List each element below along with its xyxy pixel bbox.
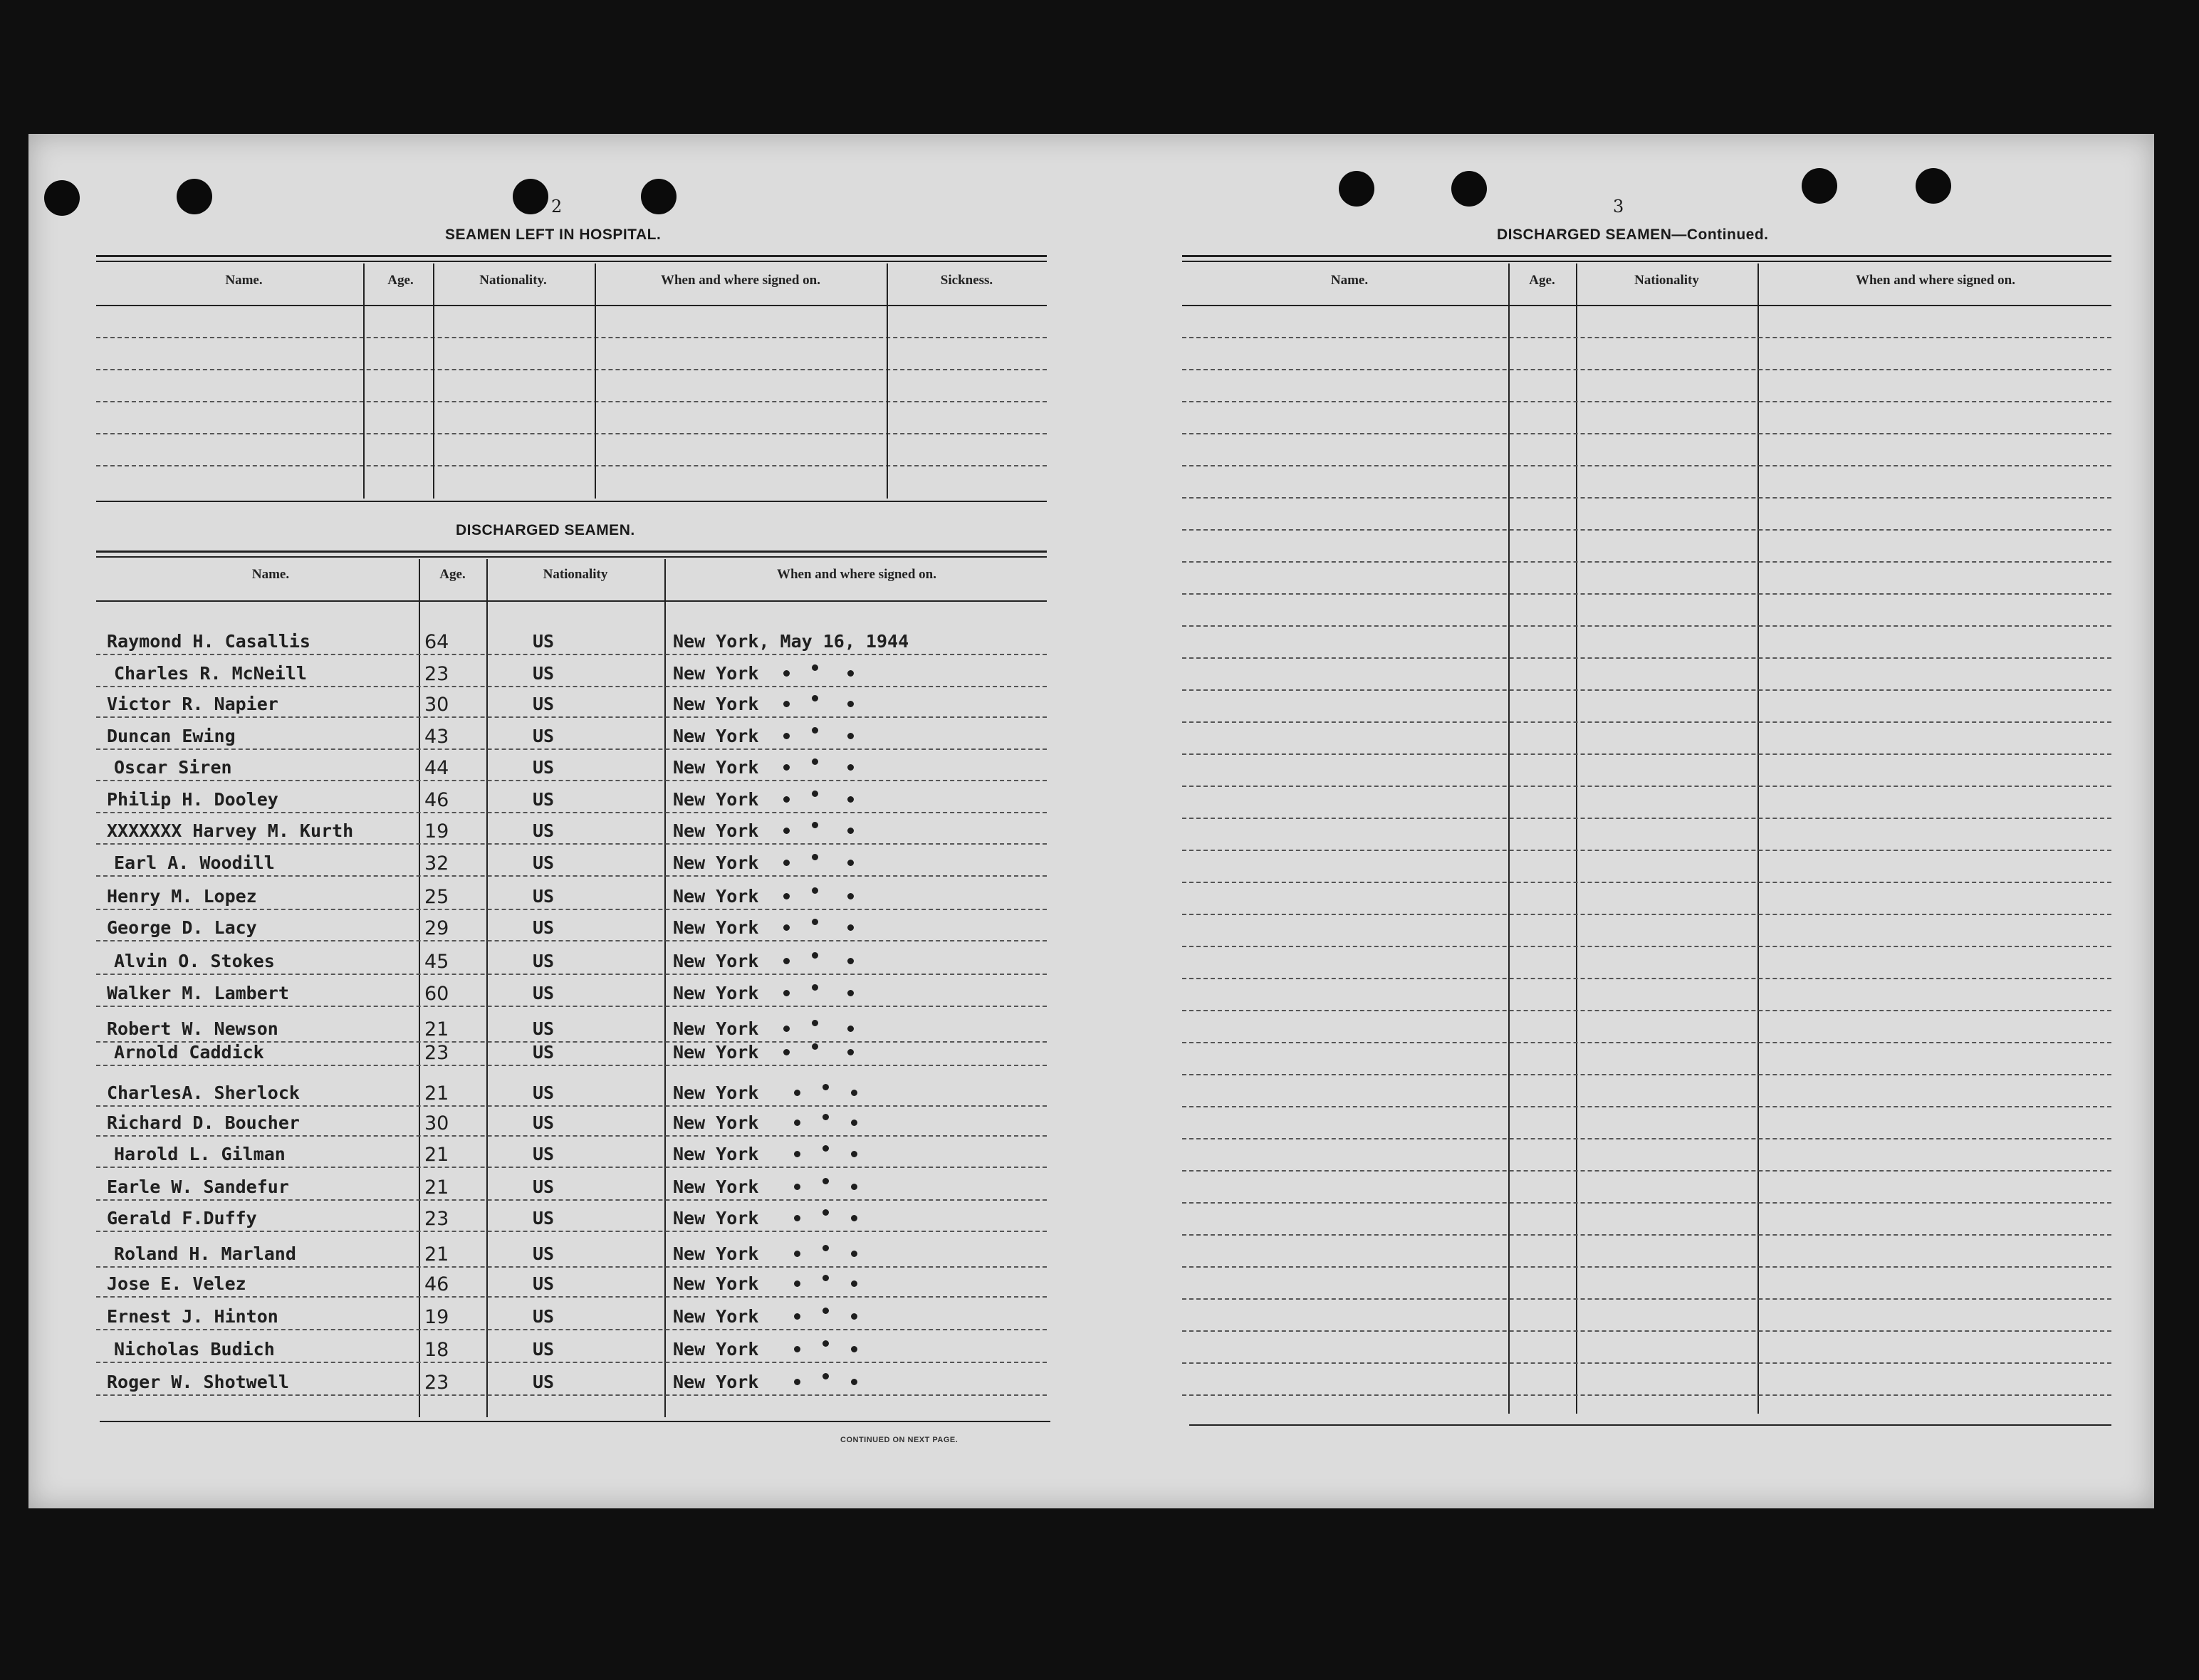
row-rule xyxy=(96,875,1047,877)
ditto-mark xyxy=(847,893,854,899)
col-head-name: Name. xyxy=(251,567,290,582)
seaman-age: 45 xyxy=(424,951,449,973)
ditto-mark xyxy=(822,1084,829,1090)
ditto-mark xyxy=(812,919,818,925)
seaman-signed-on: New York xyxy=(673,1339,759,1360)
seaman-signed-on: New York xyxy=(673,820,759,841)
row-rule xyxy=(1182,689,2111,691)
seaman-nationality: US xyxy=(533,1018,555,1039)
row-rule xyxy=(96,748,1047,750)
row-rule xyxy=(1182,1138,2111,1139)
seaman-nationality: US xyxy=(533,917,555,938)
col-head-nationality: Nationality. xyxy=(479,273,547,288)
ditto-mark xyxy=(812,822,818,828)
seaman-nationality: US xyxy=(533,1273,555,1294)
ditto-mark xyxy=(794,1280,800,1287)
seaman-signed-on: New York xyxy=(673,951,759,971)
seaman-signed-on: New York xyxy=(673,1144,759,1164)
punch-hole xyxy=(1451,171,1487,207)
seaman-age: 30 xyxy=(424,1112,449,1134)
row-rule xyxy=(1182,1106,2111,1107)
punch-hole xyxy=(177,179,212,214)
seaman-signed-on: New York xyxy=(673,757,759,778)
row-rule xyxy=(96,812,1047,813)
ditto-mark xyxy=(783,958,790,964)
ditto-mark xyxy=(812,664,818,671)
seaman-signed-on: New York xyxy=(673,1306,759,1327)
row-rule xyxy=(96,1105,1047,1107)
row-rule xyxy=(96,686,1047,687)
seaman-name: Duncan Ewing xyxy=(107,726,236,746)
seaman-name: XXXXXXX Harvey M. Kurth xyxy=(107,820,354,841)
row-rule xyxy=(1182,433,2111,434)
row-rule xyxy=(1182,1394,2111,1396)
row-rule xyxy=(1182,1074,2111,1075)
seaman-signed-on: New York xyxy=(673,1273,759,1294)
seaman-nationality: US xyxy=(533,886,555,907)
ditto-mark xyxy=(794,1379,800,1385)
ditto-mark xyxy=(822,1340,829,1347)
ditto-mark xyxy=(847,924,854,931)
row-rule xyxy=(1182,882,2111,883)
row-rule xyxy=(96,716,1047,718)
row-rule xyxy=(1182,1042,2111,1043)
seaman-age: 21 xyxy=(424,1243,449,1266)
row-rule xyxy=(1182,946,2111,947)
row-rule xyxy=(96,1296,1047,1298)
seaman-age: 19 xyxy=(424,820,449,842)
row-rule xyxy=(1182,401,2111,402)
ditto-mark xyxy=(851,1379,857,1385)
seaman-nationality: US xyxy=(533,663,555,684)
ditto-mark xyxy=(851,1346,857,1352)
seaman-signed-on: New York, May 16, 1944 xyxy=(673,631,909,652)
discharged-section-title: DISCHARGED SEAMEN. xyxy=(456,522,635,538)
seaman-signed-on: New York xyxy=(673,1042,759,1063)
col-head-name: Name. xyxy=(225,273,263,288)
seaman-nationality: US xyxy=(533,1339,555,1360)
seaman-signed-on: New York xyxy=(673,1112,759,1133)
seaman-age: 43 xyxy=(424,726,449,748)
row-rule xyxy=(1182,369,2111,370)
seaman-nationality: US xyxy=(533,820,555,841)
seaman-age: 23 xyxy=(424,663,449,685)
seaman-signed-on: New York xyxy=(673,726,759,746)
ditto-mark xyxy=(847,990,854,996)
right-page xyxy=(1082,134,2154,1508)
ditto-mark xyxy=(847,828,854,834)
hospital-section-title: SEAMEN LEFT IN HOSPITAL. xyxy=(445,226,662,243)
ditto-mark xyxy=(847,733,854,739)
col-head-sickness: Sickness. xyxy=(940,273,993,288)
row-rule xyxy=(96,1199,1047,1201)
ditto-mark xyxy=(822,1114,829,1120)
row-rule xyxy=(96,940,1047,941)
seaman-name: Roger W. Shotwell xyxy=(107,1372,289,1392)
col-head-age: Age. xyxy=(439,567,466,582)
ditto-mark xyxy=(847,860,854,866)
seaman-signed-on: New York xyxy=(673,1018,759,1039)
ditto-mark xyxy=(794,1184,800,1190)
ditto-mark xyxy=(812,1020,818,1026)
seaman-signed-on: New York xyxy=(673,694,759,714)
ditto-mark xyxy=(822,1178,829,1184)
row-rule xyxy=(1182,850,2111,851)
ditto-mark xyxy=(783,796,790,803)
seaman-age: 23 xyxy=(424,1208,449,1230)
col-head-age: Age. xyxy=(387,273,414,288)
ditto-mark xyxy=(783,1026,790,1032)
col-head-age: Age. xyxy=(1529,273,1555,288)
row-rule xyxy=(1182,1362,2111,1364)
seaman-name: George D. Lacy xyxy=(107,917,257,938)
row-rule xyxy=(1182,465,2111,466)
row-rule xyxy=(1182,625,2111,627)
row-rule xyxy=(1182,914,2111,915)
ditto-mark xyxy=(847,670,854,677)
seaman-signed-on: New York xyxy=(673,1372,759,1392)
ditto-mark xyxy=(794,1346,800,1352)
ditto-mark xyxy=(794,1313,800,1320)
row-rule xyxy=(1182,786,2111,787)
col-head-nationality: Nationality xyxy=(543,567,608,582)
row-rule xyxy=(96,1135,1047,1137)
col-head-name: Name. xyxy=(1330,273,1369,288)
ditto-mark xyxy=(851,1090,857,1096)
seaman-signed-on: New York xyxy=(673,886,759,907)
row-rule xyxy=(1182,593,2111,595)
row-rule xyxy=(1182,497,2111,499)
row-rule xyxy=(1182,818,2111,819)
row-rule xyxy=(96,1329,1047,1330)
seaman-nationality: US xyxy=(533,694,555,714)
ditto-mark xyxy=(847,1049,854,1055)
ditto-mark xyxy=(822,1308,829,1314)
seaman-age: 30 xyxy=(424,694,449,716)
seaman-nationality: US xyxy=(533,757,555,778)
seaman-name: Victor R. Napier xyxy=(107,694,278,714)
seaman-signed-on: New York xyxy=(673,1208,759,1228)
ditto-mark xyxy=(794,1151,800,1157)
row-rule xyxy=(1182,1298,2111,1300)
seaman-age: 46 xyxy=(424,1273,449,1295)
ditto-mark xyxy=(847,701,854,707)
punch-hole xyxy=(1339,171,1374,207)
ditto-mark xyxy=(851,1151,857,1157)
continued-note: CONTINUED ON NEXT PAGE. xyxy=(840,1436,959,1444)
ditto-mark xyxy=(851,1313,857,1320)
seaman-name: Raymond H. Casallis xyxy=(107,631,310,652)
ditto-mark xyxy=(812,727,818,734)
seaman-age: 19 xyxy=(424,1306,449,1328)
ditto-mark xyxy=(783,893,790,899)
punch-hole xyxy=(1916,168,1951,204)
ditto-mark xyxy=(851,1251,857,1257)
ditto-mark xyxy=(812,984,818,991)
ditto-mark xyxy=(783,860,790,866)
ditto-mark xyxy=(783,670,790,677)
ditto-mark xyxy=(812,1043,818,1050)
row-rule xyxy=(1182,721,2111,723)
seaman-age: 25 xyxy=(424,886,449,908)
seaman-nationality: US xyxy=(533,789,555,810)
row-rule xyxy=(1182,753,2111,755)
seaman-nationality: US xyxy=(533,1144,555,1164)
row-rule xyxy=(1182,657,2111,659)
col-head-signed-on: When and where signed on. xyxy=(1855,273,2015,288)
ditto-mark xyxy=(822,1209,829,1216)
ditto-mark xyxy=(822,1245,829,1251)
seaman-age: 29 xyxy=(424,917,449,939)
seaman-age: 18 xyxy=(424,1339,449,1361)
row-rule xyxy=(96,909,1047,910)
row-rule xyxy=(1182,561,2111,563)
ditto-mark xyxy=(783,1049,790,1055)
seaman-name: Harold L. Gilman xyxy=(114,1144,286,1164)
ditto-mark xyxy=(794,1120,800,1126)
ditto-mark xyxy=(822,1373,829,1379)
seaman-age: 32 xyxy=(424,852,449,875)
ditto-mark xyxy=(783,990,790,996)
col-head-nationality: Nationality xyxy=(1634,273,1699,288)
seaman-name: Jose E. Velez xyxy=(107,1273,246,1294)
seaman-signed-on: New York xyxy=(673,789,759,810)
seaman-name: Philip H. Dooley xyxy=(107,789,278,810)
seaman-nationality: US xyxy=(533,983,555,1003)
ditto-mark xyxy=(847,958,854,964)
row-rule xyxy=(96,974,1047,975)
seaman-name: Arnold Caddick xyxy=(114,1042,264,1063)
seaman-name: Nicholas Budich xyxy=(114,1339,275,1360)
seaman-age: 44 xyxy=(424,757,449,779)
row-rule xyxy=(96,780,1047,781)
ditto-mark xyxy=(794,1215,800,1221)
row-rule xyxy=(1182,529,2111,531)
ditto-mark xyxy=(794,1251,800,1257)
seaman-name: Alvin O. Stokes xyxy=(114,951,275,971)
ditto-mark xyxy=(847,1026,854,1032)
row-rule xyxy=(1182,1330,2111,1332)
seaman-age: 60 xyxy=(424,983,449,1005)
seaman-name: Oscar Siren xyxy=(114,757,232,778)
manifest-sheet xyxy=(28,134,2154,1508)
seaman-signed-on: New York xyxy=(673,983,759,1003)
ditto-mark xyxy=(812,887,818,894)
ditto-mark xyxy=(783,701,790,707)
row-rule xyxy=(96,1006,1047,1007)
row-rule xyxy=(96,843,1047,845)
row-rule xyxy=(1182,978,2111,979)
ditto-mark xyxy=(851,1215,857,1221)
ditto-mark xyxy=(794,1090,800,1096)
seaman-nationality: US xyxy=(533,726,555,746)
seaman-name: Roland H. Marland xyxy=(114,1243,296,1264)
row-rule xyxy=(1182,1234,2111,1236)
seaman-name: Robert W. Newson xyxy=(107,1018,278,1039)
col-head-signed-on: When and where signed on. xyxy=(660,273,820,288)
seaman-nationality: US xyxy=(533,852,555,873)
seaman-name: Charles R. McNeill xyxy=(114,663,307,684)
row-rule xyxy=(96,1266,1047,1268)
ditto-mark xyxy=(783,924,790,931)
page-number: 3 xyxy=(1613,197,1624,216)
seaman-name: Walker M. Lambert xyxy=(107,983,289,1003)
seaman-age: 23 xyxy=(424,1042,449,1064)
punch-hole xyxy=(513,179,548,214)
ditto-mark xyxy=(812,758,818,765)
ditto-mark xyxy=(812,952,818,959)
continued-section-title: DISCHARGED SEAMEN—Continued. xyxy=(1497,226,1769,243)
seaman-age: 21 xyxy=(424,1018,449,1040)
ditto-mark xyxy=(812,791,818,797)
left-page xyxy=(28,134,1082,1508)
punch-hole xyxy=(641,179,677,214)
seaman-age: 64 xyxy=(424,631,449,653)
seaman-name: Gerald F.Duffy xyxy=(107,1208,257,1228)
seaman-nationality: US xyxy=(533,1306,555,1327)
ditto-mark xyxy=(822,1145,829,1152)
ditto-mark xyxy=(822,1275,829,1281)
ditto-mark xyxy=(812,854,818,860)
seaman-age: 21 xyxy=(424,1144,449,1166)
seaman-nationality: US xyxy=(533,951,555,971)
ditto-mark xyxy=(847,764,854,771)
seaman-nationality: US xyxy=(533,631,555,652)
row-rule xyxy=(96,1231,1047,1232)
seaman-name: Ernest J. Hinton xyxy=(107,1306,278,1327)
seaman-nationality: US xyxy=(533,1112,555,1133)
page-number: 2 xyxy=(551,197,563,216)
seaman-name: Earl A. Woodill xyxy=(114,852,275,873)
seaman-signed-on: New York xyxy=(673,917,759,938)
seaman-nationality: US xyxy=(533,1042,555,1063)
row-rule xyxy=(96,1167,1047,1168)
col-head-signed-on: When and where signed on. xyxy=(776,567,936,582)
seaman-signed-on: New York xyxy=(673,1243,759,1264)
seaman-signed-on: New York xyxy=(673,663,759,684)
row-rule xyxy=(1182,1170,2111,1172)
row-rule xyxy=(96,1394,1047,1396)
ditto-mark xyxy=(783,733,790,739)
seaman-nationality: US xyxy=(533,1243,555,1264)
row-rule xyxy=(1182,337,2111,338)
seaman-age: 21 xyxy=(424,1176,449,1199)
seaman-age: 46 xyxy=(424,789,449,811)
seaman-age: 21 xyxy=(424,1082,449,1105)
row-rule xyxy=(1182,1266,2111,1268)
ditto-mark xyxy=(783,764,790,771)
row-rule xyxy=(1182,1010,2111,1011)
seaman-nationality: US xyxy=(533,1372,555,1392)
seaman-nationality: US xyxy=(533,1082,555,1103)
seaman-name: Henry M. Lopez xyxy=(107,886,257,907)
ditto-mark xyxy=(851,1280,857,1287)
punch-hole xyxy=(1802,168,1837,204)
seaman-signed-on: New York xyxy=(673,852,759,873)
ditto-mark xyxy=(783,828,790,834)
seaman-nationality: US xyxy=(533,1208,555,1228)
seaman-age: 23 xyxy=(424,1372,449,1394)
ditto-mark xyxy=(851,1120,857,1126)
ditto-mark xyxy=(851,1184,857,1190)
row-rule xyxy=(96,1362,1047,1363)
punch-hole xyxy=(44,180,80,216)
seaman-nationality: US xyxy=(533,1176,555,1197)
seaman-signed-on: New York xyxy=(673,1082,759,1103)
row-rule xyxy=(96,654,1047,655)
seaman-signed-on: New York xyxy=(673,1176,759,1197)
row-rule xyxy=(96,1065,1047,1066)
seaman-name: Richard D. Boucher xyxy=(107,1112,300,1133)
ditto-mark xyxy=(847,796,854,803)
seaman-name: Earle W. Sandefur xyxy=(107,1176,289,1197)
seaman-name: CharlesA. Sherlock xyxy=(107,1082,300,1103)
row-rule xyxy=(1182,1202,2111,1204)
ditto-mark xyxy=(812,695,818,701)
